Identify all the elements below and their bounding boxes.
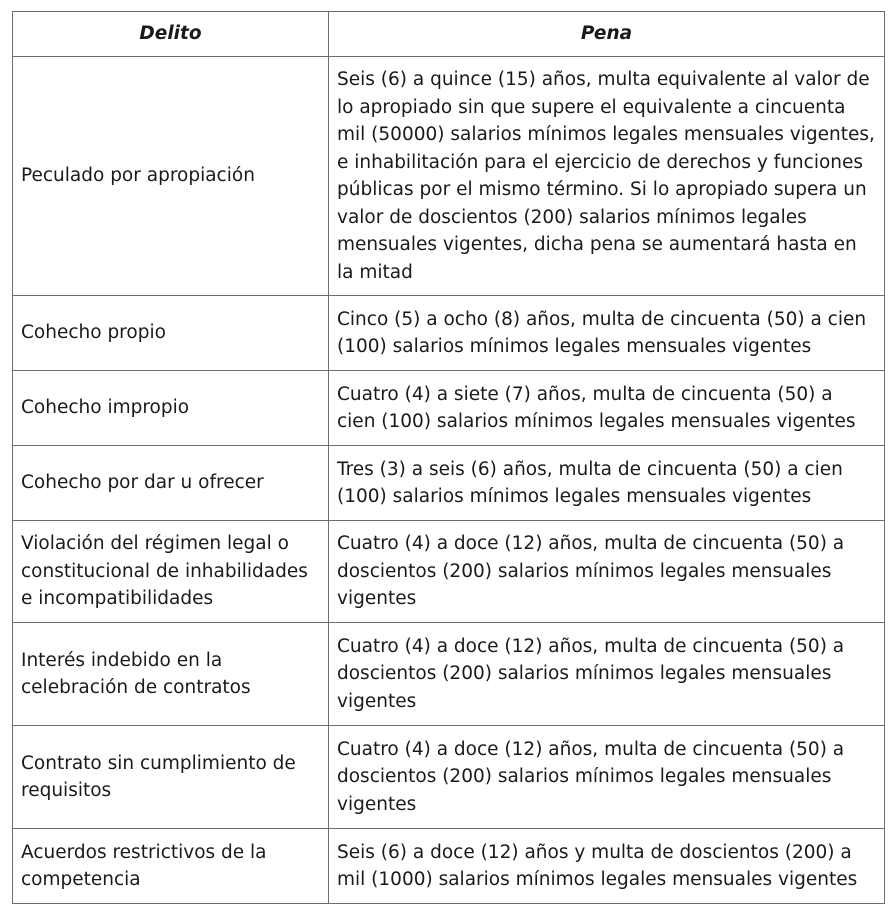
pena-cell: Cuatro (4) a doce (12) años, multa de cincuenta (50) a doscientos (200) salarios mínimos legales mensuales vigentes (329, 726, 885, 829)
table-row (13, 57, 885, 296)
table-row (13, 726, 885, 829)
header-pena: Pena (329, 12, 885, 57)
delitos-penas-table (12, 11, 885, 904)
pena-cell: Cuatro (4) a siete (7) años, multa de cincuenta (50) a cien (100) salarios mínimos legales mensuales vigentes (329, 371, 885, 446)
header-delito: Delito (13, 12, 329, 57)
pena-cell: Cuatro (4) a doce (12) años, multa de cincuenta (50) a doscientos (200) salarios mínimos legales mensuales vigentes (329, 521, 885, 623)
table-row (13, 521, 885, 623)
table-row (13, 296, 885, 371)
table-row (13, 446, 885, 521)
table-header-row (13, 12, 885, 57)
table-row (13, 829, 885, 904)
delito-cell: Interés indebido en la celebración de contratos (13, 623, 329, 726)
delito-cell: Acuerdos restrictivos de la competencia (13, 829, 329, 904)
pena-cell: Cinco (5) a ocho (8) años, multa de cincuenta (50) a cien (100) salarios mínimos legales mensuales vigentes (329, 296, 885, 371)
delito-cell: Peculado por apropiación (13, 57, 329, 296)
pena-cell: Seis (6) a doce (12) años y multa de doscientos (200) a mil (1000) salarios mínimos legales mensuales vigentes (329, 829, 885, 904)
delito-cell: Cohecho por dar u ofrecer (13, 446, 329, 521)
delito-cell: Violación del régimen legal o constitucional de inhabilidades e incompatibilidades (13, 521, 329, 623)
delito-cell: Cohecho propio (13, 296, 329, 371)
pena-cell: Cuatro (4) a doce (12) años, multa de cincuenta (50) a doscientos (200) salarios mínimos legales mensuales vigentes (329, 623, 885, 726)
pena-cell: Tres (3) a seis (6) años, multa de cincuenta (50) a cien (100) salarios mínimos legales mensuales vigentes (329, 446, 885, 521)
table-row (13, 371, 885, 446)
delito-cell: Cohecho impropio (13, 371, 329, 446)
delito-cell: Contrato sin cumplimiento de requisitos (13, 726, 329, 829)
pena-cell: Seis (6) a quince (15) años, multa equivalente al valor de lo apropiado sin que supere el equivalente a cincuenta mil (50000) salarios mínimos legales mensuales vigentes, e inhabilitación para el ejercicio de derechos y funciones públicas por el mismo término. Si lo apropiado supera un valor de doscientos (200) salarios mínimos legales mensuales vigentes, dicha pena se aumentará hasta en la mitad (329, 57, 885, 296)
table-row (13, 623, 885, 726)
